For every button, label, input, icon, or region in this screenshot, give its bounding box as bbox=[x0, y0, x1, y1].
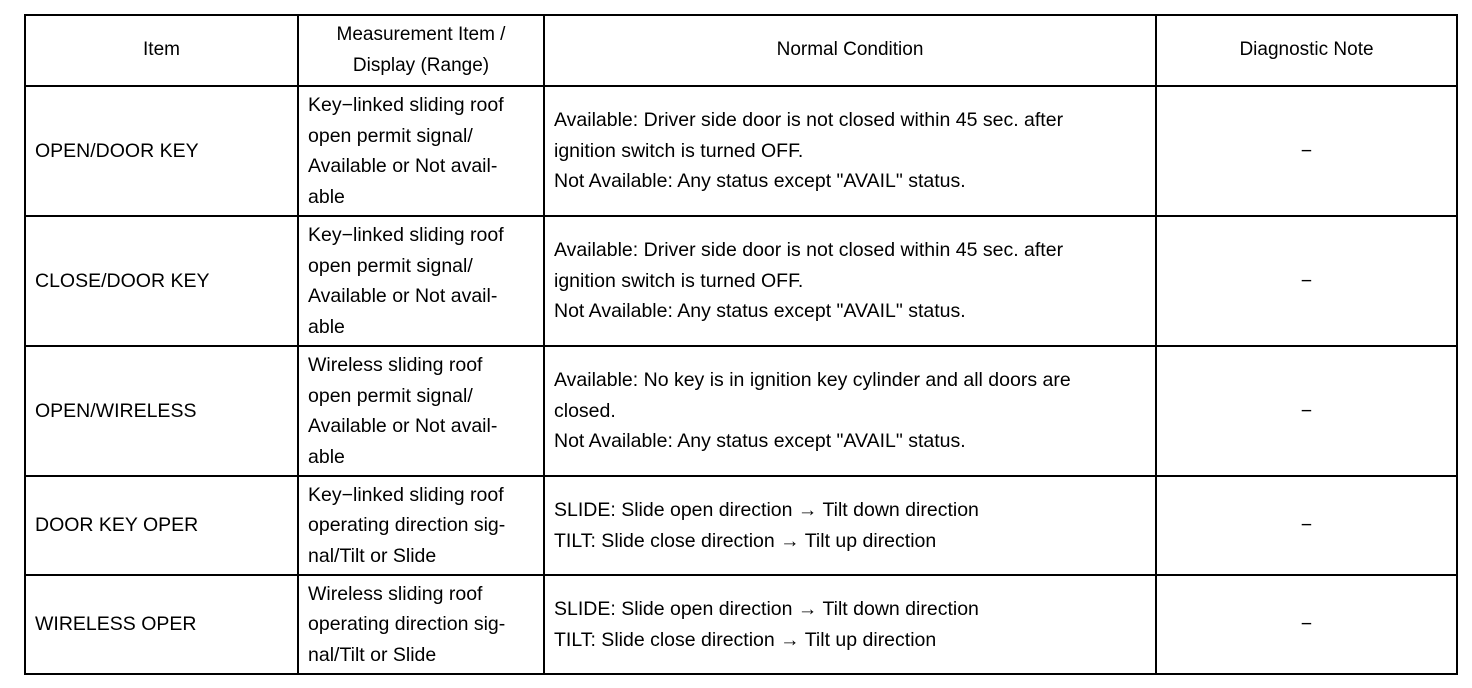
measurement-cell bbox=[298, 86, 544, 216]
measurement-line: operating direction sig- bbox=[308, 613, 506, 636]
condition-line: closed. bbox=[554, 399, 616, 422]
measurement-cell bbox=[298, 216, 544, 346]
data-list-table bbox=[24, 14, 1458, 675]
condition-line: Not Available: Any status except "AVAIL" status. bbox=[554, 430, 966, 453]
measurement-cell bbox=[298, 346, 544, 476]
table-row bbox=[25, 86, 1457, 216]
measurement-line: Wireless sliding roof bbox=[308, 582, 483, 605]
condition-line: TILT: Slide close direction → Tilt up direction bbox=[554, 529, 937, 552]
measurement-line: Available or Not avail- bbox=[308, 285, 498, 307]
measurement-line: operating direction sig- bbox=[308, 514, 506, 537]
condition-line: Not Available: Any status except "AVAIL" status. bbox=[554, 170, 966, 193]
note-cell: − bbox=[1156, 575, 1457, 674]
table-row bbox=[25, 476, 1457, 575]
condition-line: SLIDE: Slide open direction → Tilt down direction bbox=[554, 499, 979, 521]
table-row bbox=[25, 216, 1457, 346]
header-item: Item bbox=[25, 15, 298, 86]
measurement-cell bbox=[298, 575, 544, 674]
measurement-line: open permit signal/ bbox=[308, 384, 473, 407]
condition-line: ignition switch is turned OFF. bbox=[554, 269, 804, 292]
measurement-line: nal/Tilt or Slide bbox=[308, 643, 437, 666]
measurement-line: Key−linked sliding roof bbox=[308, 224, 504, 246]
measurement-line: able bbox=[308, 185, 345, 208]
measurement-line: Wireless sliding roof bbox=[308, 354, 483, 376]
condition-line: Available: Driver side door is not closed within 45 sec. after bbox=[554, 109, 1064, 132]
condition-line: SLIDE: Slide open direction → Tilt down direction bbox=[554, 598, 979, 620]
table-header-row bbox=[25, 15, 1457, 86]
measurement-line: Available or Not avail- bbox=[308, 155, 498, 177]
note-cell: − bbox=[1156, 476, 1457, 575]
condition-cell bbox=[544, 346, 1156, 476]
measurement-line: able bbox=[308, 445, 345, 468]
condition-line: Available: Driver side door is not closed within 45 sec. after bbox=[554, 239, 1064, 262]
measurement-cell bbox=[298, 476, 544, 575]
condition-cell bbox=[544, 86, 1156, 216]
measurement-line: able bbox=[308, 315, 345, 338]
header-measurement bbox=[298, 15, 544, 86]
header-note: Diagnostic Note bbox=[1156, 15, 1457, 86]
measurement-line: Key−linked sliding roof bbox=[308, 94, 504, 116]
condition-cell bbox=[544, 476, 1156, 575]
table-row bbox=[25, 575, 1457, 674]
table-row bbox=[25, 346, 1457, 476]
note-cell: − bbox=[1156, 216, 1457, 346]
condition-line: Not Available: Any status except "AVAIL" status. bbox=[554, 300, 966, 323]
condition-line: Available: No key is in ignition key cylinder and all doors are bbox=[554, 369, 1071, 392]
condition-line: TILT: Slide close direction → Tilt up direction bbox=[554, 628, 937, 651]
header-measurement-line1: Measurement Item / bbox=[336, 24, 506, 45]
item-cell: OPEN/WIRELESS bbox=[25, 346, 298, 476]
item-cell: WIRELESS OPER bbox=[25, 575, 298, 674]
measurement-line: Key−linked sliding roof bbox=[308, 483, 504, 506]
measurement-line: open permit signal/ bbox=[308, 254, 473, 277]
item-cell: CLOSE/DOOR KEY bbox=[25, 216, 298, 346]
condition-cell bbox=[544, 575, 1156, 674]
item-cell: DOOR KEY OPER bbox=[25, 476, 298, 575]
condition-cell bbox=[544, 216, 1156, 346]
note-cell: − bbox=[1156, 86, 1457, 216]
condition-line: ignition switch is turned OFF. bbox=[554, 139, 804, 162]
note-cell: − bbox=[1156, 346, 1457, 476]
measurement-line: Available or Not avail- bbox=[308, 415, 498, 437]
item-cell: OPEN/DOOR KEY bbox=[25, 86, 298, 216]
header-condition: Normal Condition bbox=[544, 15, 1156, 86]
measurement-line: nal/Tilt or Slide bbox=[308, 544, 437, 567]
measurement-line: open permit signal/ bbox=[308, 124, 473, 147]
header-measurement-line2: Display (Range) bbox=[352, 54, 490, 76]
